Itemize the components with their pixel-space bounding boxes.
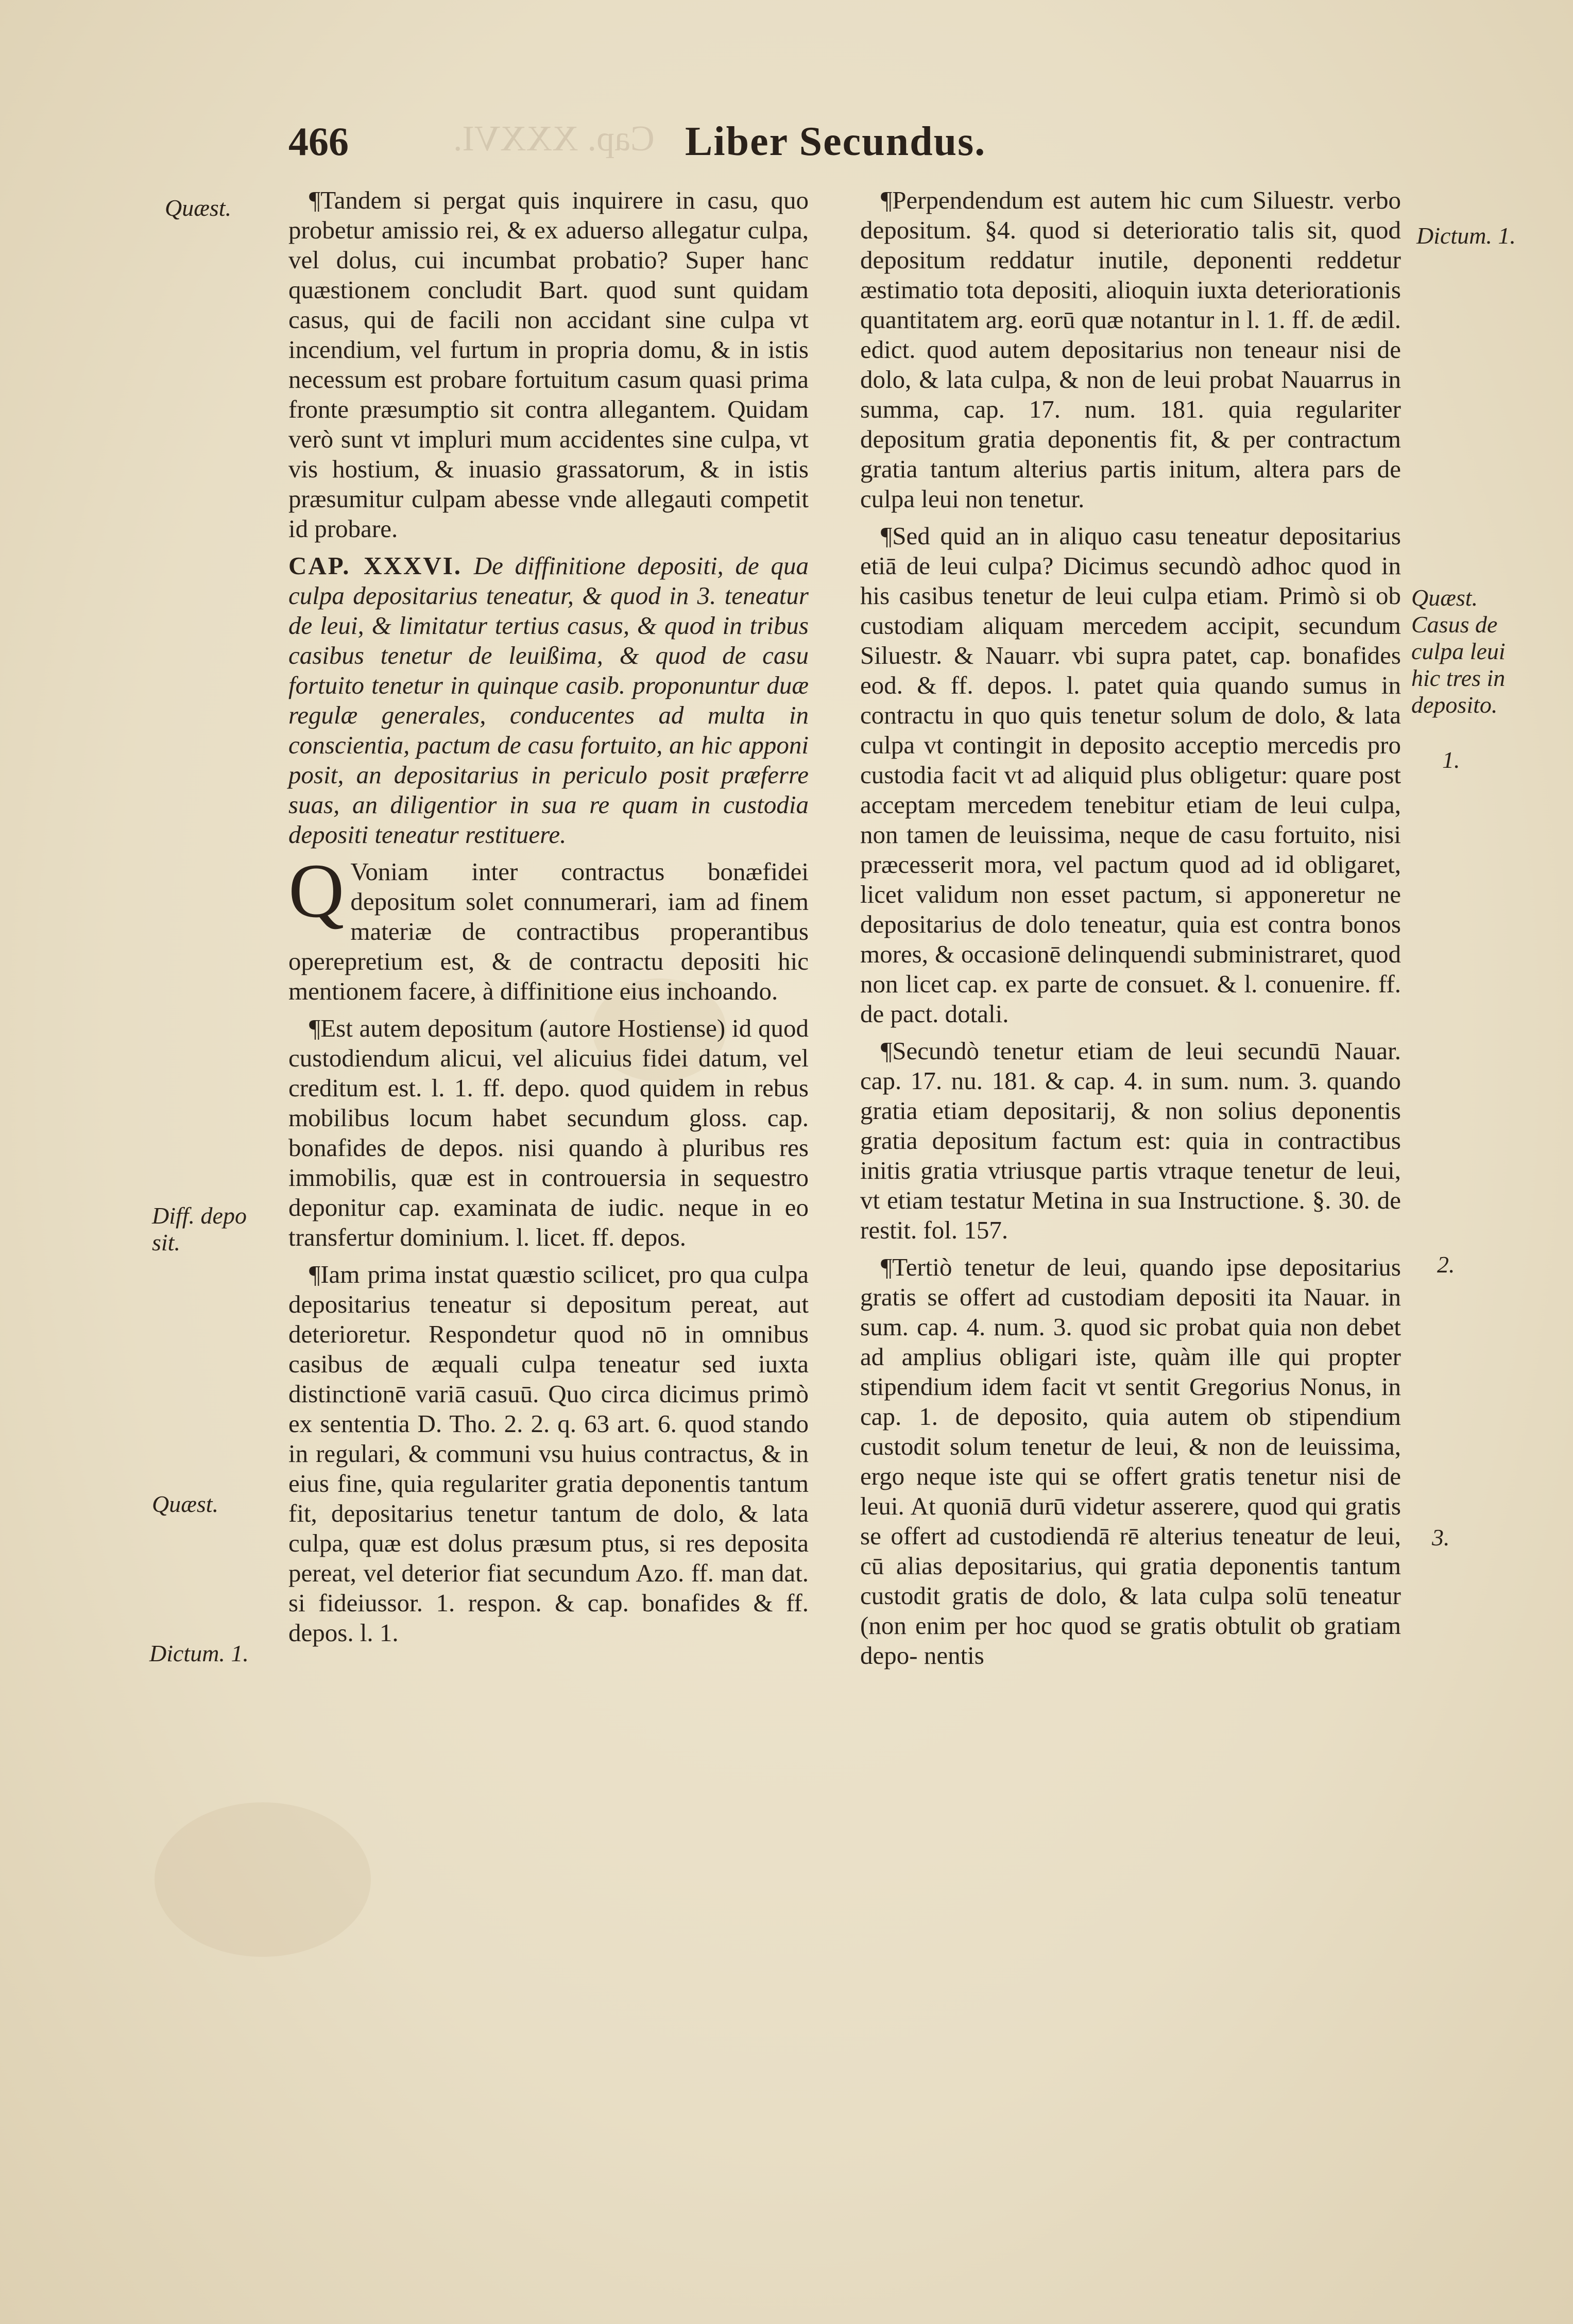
paragraph: ¶Iam prima instat quæstio scilicet, pro qua culpa depositarius teneatur si depositum pereat, aut deterioretur. Respondetur quod nō in omnibus casibus de æquali culpa teneatur sed iuxta distinctionē variā casuū. Quo circa dicimus primò ex sententia D. Tho. 2. 2. q. 63 art. 6. quod stando in regulari, & communi vsu huius contractus, & in eius fine, quia regulariter gratia deponentis tantum fit, depositarius tenetur tantum de dolo, & lata culpa, quæ est dolus præsum ptus, si res deposita pereat, vel deterior fiat secundum Azo. ff. man dat. si fideiussor. 1. respon. & cap. bonafides & ff. depos. l. 1. <box>288 1260 809 1647</box>
paragraph <box>288 848 809 1006</box>
margin-note-number: 1. <box>1442 747 1460 773</box>
drop-cap: Q <box>288 848 345 934</box>
margin-note-casus: Quæst. Casus de culpa leui hic tres in deposito. <box>1411 584 1506 718</box>
right-column <box>860 185 1401 1678</box>
margin-note-dictum: Dictum. 1. <box>149 1640 249 1666</box>
chapter-summary: De diffinitione depositi, de qua culpa depositarius teneatur, & quod in 3. teneatur de leui, & limitatur tertius casus, & quod in tribus casibus tenetur de leuißima, & quod de casu fortuito tenetur in quinque casib. proponuntur duæ regulæ generales, conducentes ad multa in conscientia, pactum de casu fortuito, an hic apponi posit, an depositarius in periculo posit præferre suas, an diligentior in sua re quam in custodia depositi teneatur restituere. <box>288 552 809 849</box>
margin-note-number: 3. <box>1432 1524 1450 1551</box>
paragraph: ¶Tertiò tenetur de leui, quando ipse depositarius gratis se offert ad custodiam depositi ita Nauar. in sum. cap. 4. num. 3. quod sic probat quia non debet ad amplius obligari iste, quàm ille qui propter stipendium idem facit vt sentit Gregorius Nonus, in cap. 1. de deposito, quia autem ob stipendium custodit solum tenetur de leui, & non de leuissima, ergo neque iste qui se offert gratis tenetur nisi de leui. At quoniā durū videtur asserere, quod qui gratis se offert ad custodiendā rē alterius teneatur de leui, cū alias depositarius, qui gratia deponentis tantum custodit gratis de dolo, & lata culpa solū teneatur (non enim per hoc quod se gratis obtulit ob gratiam depo- nentis <box>860 1253 1401 1669</box>
margin-note-diff-deposit: Diff. depo sit. <box>152 1202 247 1255</box>
paragraph: ¶Tandem si pergat quis inquirere in casu, quo probetur amissio rei, & ex aduerso allegatur culpa, vel dolus, cui incumbat probatio? Super hanc quæstionem concludit Bart. quod sunt quidam casus, qui de facili non accidant sine culpa vt incendium, vel furtum in propria domu, & in istis necessum est probare fortuitum casum quasi prima fronte præsumptio sit contra allegantem. Quidam verò sunt vt impluri mum accidentes sine culpa, vt vis hostium, & inuasio grassatorum, & in istis præsumitur culpam abesse vnde allegauti competit id probare. <box>288 186 809 543</box>
paragraph-text: Voniam inter contractus bonæfidei depositum solet connumerari, iam ad finem materiæ de contractibus properantibus operepretium est, & de contractu depositi hic mentionem facere, à diffinitione eius inchoando. <box>288 857 809 1005</box>
show-through-text: Cap. XXXVI. <box>453 119 655 159</box>
paragraph: ¶Perpendendum est autem hic cum Siluestr. verbo depositum. §4. quod si deterioratio talis sit, quod depositum reddatur inutile, deponenti reddetur æstimatio tota depositi, alioquin iuxta deteriorationis quantitatem arg. eorū quæ notantur in l. 1. ff. de ædil. edict. quod autem depositarius non teneaur nisi de dolo, & lata culpa, & non de leui probat Nauarrus in summa, cap. 17. num. 181. quia regulariter depositum gratia deponentis fit, & per contractum gratia tantum alterius partis initum, altera pars de culpa leui non tenetur. <box>860 186 1401 513</box>
paper-stain <box>155 1802 371 1957</box>
margin-note-quaest: Quæst. <box>152 1491 219 1517</box>
page-number: 466 <box>288 119 349 164</box>
chapter-number: CAP. XXXVI. <box>288 552 463 580</box>
chapter-heading <box>288 551 809 850</box>
margin-note-quaest: Quæst. <box>165 195 232 221</box>
paragraph: ¶Secundò tenetur etiam de leui secundū Nauar. cap. 17. nu. 181. & cap. 4. in sum. num. 3. quando gratia etiam depositarij, & non solius deponentis gratia depositum factum est: quia in contractibus initis gratia vtriusque partis vtraque tenetur de leui, vt etiam testatur Metina in sua Instructione. §. 30. de restit. fol. 157. <box>860 1037 1401 1244</box>
paragraph: ¶Sed quid an in aliquo casu teneatur depositarius etiā de leui culpa? Dicimus secundò adhoc quod in his casibus tenetur de leui culpa etiam. Primò si ob custodiam aliquam mercedem accipit, secundum Siluestr. & Nauarr. vbi supra patet, cap. bonafides eod. & ff. depos. l. patet quia quando sumus in contractu in quo quis tenetur solum de dolo, & lata culpa vt contingit in deposito acceptio mercedis pro custodia facit vt ad aliquid plus obligetur: quare post acceptam mercedem tenebitur etiam de leui culpa, non tamen de leuissima, neque de casu fortuito, nisi præcesserit mora, vel pactum quod ad id obligaret, licet validum non esset pactum, si apponeretur ne depositarius de dolo teneatur, quia est contra bonos mores, & occasionē delinquendi subministraret, quod non licet cap. ex parte de consuet. & l. conuenire. ff. de pact. dotali. <box>860 522 1401 1028</box>
running-title: Liber Secundus. <box>685 119 986 164</box>
page-header <box>288 118 1401 175</box>
margin-note-dictum: Dictum. 1. <box>1416 222 1516 249</box>
margin-note-number: 2. <box>1437 1251 1455 1278</box>
paragraph: ¶Est autem depositum (autore Hostiense) id quod custodiendum alicui, vel alicuius fidei datum, vel creditum est. l. 1. ff. depo. quod quidem in rebus mobilibus locum habet secundum gloss. cap. bonafides de depos. nisi quando à pluribus res immobilis, quæ est in controuersia in sequestro deponitur cap. examinata de iudic. neque in eo transfertur dominium. l. licet. ff. depos. <box>288 1014 809 1251</box>
left-column <box>288 185 809 1655</box>
